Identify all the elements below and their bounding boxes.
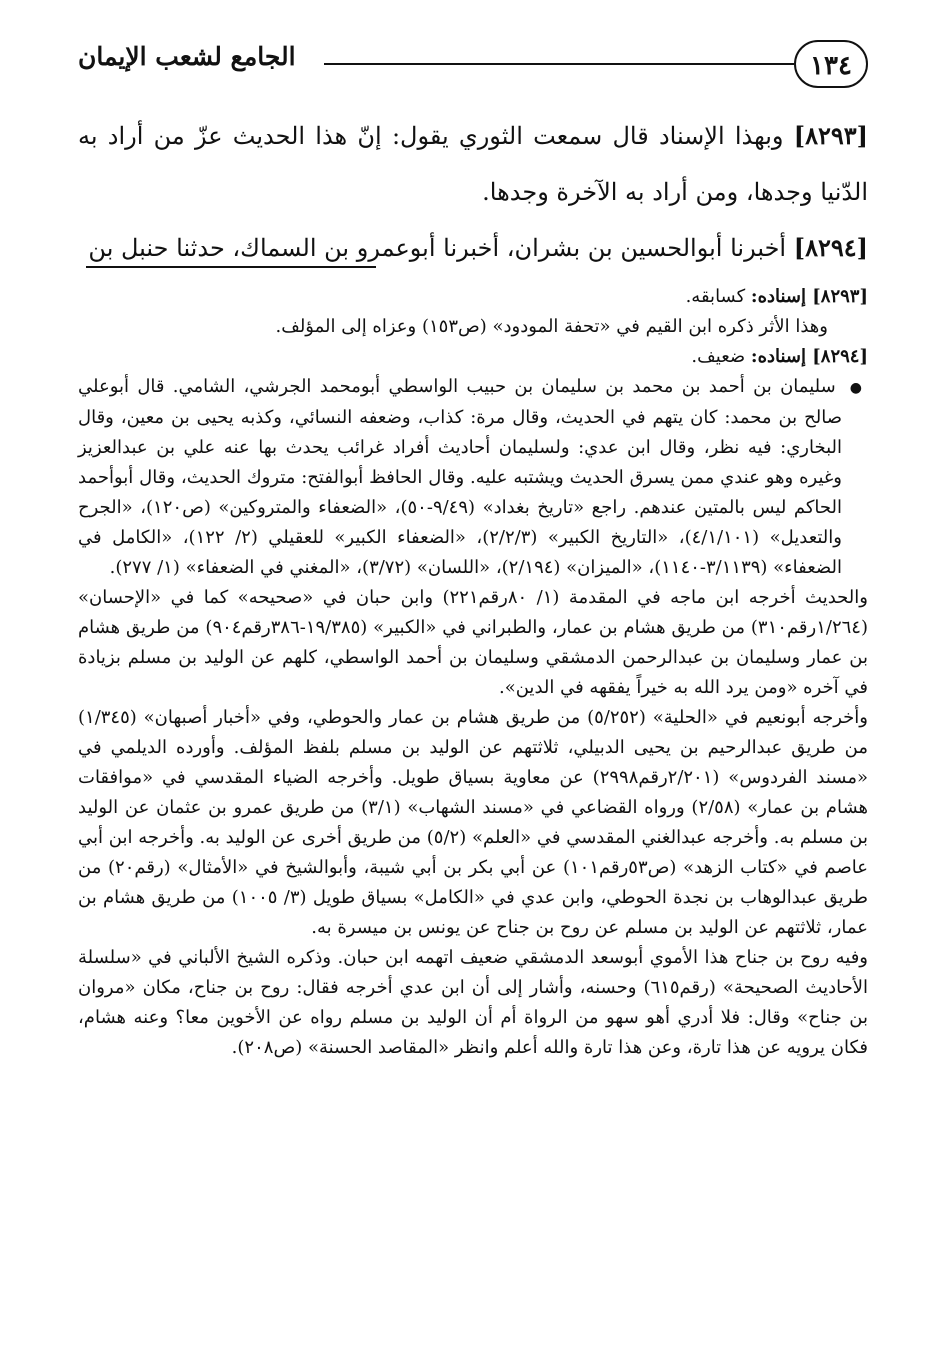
entry-text: أخبرنا أبوالحسين بن بشران، أخبرنا أبوعمرو بن السماك، حدثنا حنبل بن — [88, 234, 787, 262]
footnote-label: [٨٢٩٤] إسناده: — [750, 346, 868, 367]
footnote-paragraph: وفيه روح بن جناح هذا الأموي أبوسعد الدمشقي ضعيف اتهمه ابن حبان. وذكره الشيخ الألباني في «سلسلة الأحاديث الصحيحة» (رقم٦١٥) وحسنه، وأشار إلى أن ابن عدي أخرجه فقال: روح بن جناح، مكان «مروان بن جناح» وقال: فلا أدري أهو سهو من الرواة أم أن الوليد بن مسلم رواه عن الأخوين معا؟ وعنه هشام، فكان يرويه عن هذا تارة، وعن هذا تارة والله أعلم وانظر «المقاصد الحسنة» (ص٢٠٨). — [78, 947, 868, 1058]
bullet-icon: ● — [849, 380, 862, 396]
entry-number: [٨٢٩٤] — [793, 233, 868, 262]
footnote-label: [٨٢٩٣] إسناده: — [750, 286, 868, 307]
narrator-bullet-paragraph — [78, 372, 868, 583]
footnote-divider — [86, 266, 376, 268]
footnote-paragraph: وأخرجه أبونعيم في «الحلية» (٥/٢٥٢) من طريق هشام بن عمار والحوطي، وفي «أخبار أصبهان» (١/٣٤٥) من طريق عبدالرحيم بن يحيى الدبيلي، ثلاثتهم عن الوليد بن مسلم بلفظ المؤلف. وأورده الديلمي في «مسند الفردوس» (٢/٢٠١رقم٢٩٩٨) عن معاوية بسياق طويل. وأخرجه الضياء المقدسي في «موافقات هشام بن عمار» (٢/٥٨) ورواه القضاعي في «مسند الشهاب» (٣/١) من طريق عمرو بن عثمان عن الوليد بن مسلم به. وأخرجه عبدالغني المقدسي في «العلم» (٥/٢) من طريق أخرى عن الوليد به. وأخرجه ابن أبي عاصم في «كتاب الزهد» (ص٥٣رقم١٠١) عن أبي بكر بن أبي شيبة، وأبوالشيخ في «الأمثال» (رقم٢٠) من طريق عبدالوهاب بن نجدة الحوطي، وابن عدي في «الكامل» بسياق طويل (٣/ ١٠٠٥) من طريق هشام بن عمار، ثلاثتهم عن الوليد بن مسلم عن روح بن جناح عن يونس بن ميسرة به. — [78, 707, 869, 938]
footnote-grade: ضعيف. — [691, 346, 746, 367]
main-text — [78, 108, 868, 276]
footnote-8293-heading — [78, 282, 868, 312]
entry-text: وبهذا الإسناد قال سمعت الثوري يقول: إنّ هذا الحديث عزّ من أراد به الدّنيا وجدها، ومن أراد به الآخرة وجدها. — [78, 122, 868, 206]
book-page — [78, 30, 868, 1350]
footnote-grade: كسابقه. — [685, 286, 746, 307]
header-rule — [324, 63, 794, 65]
book-title: الجامع لشعب الإيمان — [78, 42, 296, 71]
page-header — [78, 30, 868, 90]
entry-number: [٨٢٩٣] — [793, 121, 868, 150]
narrator-text: سليمان بن أحمد بن محمد بن سليمان بن حبيب الواسطي أبومحمد الجرشي، الشامي. قال أبوعلي صالح بن محمد: كان يتهم في الحديث، وقال مرة: كذاب، وضعفه النسائي، وكذبه يحيى بن معين، وقال البخاري: فيه نظر، وقال ابن عدي: ولسليمان أحاديث أفراد غرائب يحدث بها عنه علي بن عبدالعزيز وغيره وهو عندي ممن يسرق الحديث ويشتبه عليه. وقال الحافظ أبوالفتح: متروك الحديث، وقال أبوأحمد الحاكم ليس بالمتين عندهم. راجع «تاريخ بغداد» (٩/٤٩-٥٠)، «الضعفاء والمتروكين» (ص١٢٠)، «الجرح والتعديل» (٤/١/١٠١)، «التاريخ الكبير» (٢/٢/٣)، «الضعفاء الكبير» للعقيلي (٢/ ١٢٢)، «الكامل في الضعفاء» (٣/١١٣٩-١١٤٠)، «الميزان» (٢/١٩٤)، «اللسان» (٣/٧٢)، «المغني في الضعفاء» (١/ ٢٧٧). — [78, 376, 842, 578]
footnote-8294-heading — [78, 342, 868, 372]
footnote-paragraph: والحديث أخرجه ابن ماجه في المقدمة (١/ ٨٠رقم٢٢١) وابن حبان في «صحيحه» كما في «الإحسان» (١/٢٦٤رقم٣١٠) من طريق هشام بن عمار، والطبراني في «الكبير» (١٩/٣٨٥-٣٨٦رقم٩٠٤) من طريق هشام بن عمار وسليمان بن عبدالرحمن الدمشقي وسليمان بن أحمد الواسطي، كلهم عن الوليد بن مسلم بزيادة في آخره «ومن يرد الله به خيراً يفقهه في الدين». — [78, 587, 868, 698]
footnotes — [78, 282, 868, 1063]
footnote-8293-text: وهذا الأثر ذكره ابن القيم في «تحفة المودود» (ص١٥٣) وعزاه إلى المؤلف. — [275, 316, 828, 337]
hadith-entry-8293 — [78, 108, 868, 220]
page-number: ١٣٤ — [794, 40, 868, 88]
